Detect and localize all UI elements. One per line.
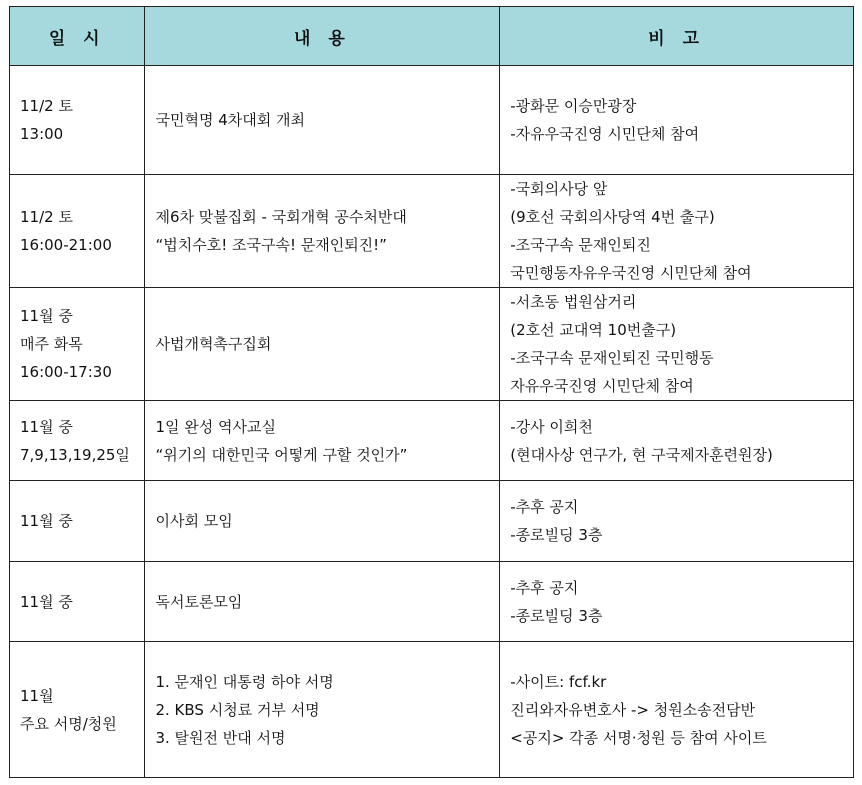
date-line: 16:00-17:30 (20, 363, 112, 381)
note-cell (500, 481, 854, 562)
note-line: -추후 공지 (510, 498, 579, 516)
note-line: -추후 공지 (510, 578, 579, 597)
table-row (10, 288, 854, 401)
note-line: 진리와자유변호사 -> 청원소송전담반 (510, 700, 756, 719)
note-line: -서초동 법원삼거리 (510, 293, 637, 311)
header-content: 내 용 (145, 7, 500, 66)
note-cell (500, 401, 854, 481)
content-cell (145, 562, 500, 642)
note-line: <공지> 각종 서명·청원 등 참여 사이트 (510, 728, 767, 747)
note-cell (500, 66, 854, 175)
table-row (10, 642, 854, 778)
content-line: 2. KBS 시청료 거부 서명 (155, 700, 320, 719)
table-row (10, 401, 854, 481)
header-date: 일 시 (10, 7, 145, 66)
note-line: -조국구속 문재인퇴진 국민행동 (510, 349, 714, 367)
date-cell (10, 642, 145, 778)
content-cell (145, 66, 500, 175)
note-line: -종로빌딩 3층 (510, 606, 603, 625)
table-row (10, 562, 854, 642)
date-line: 11/2 토 (20, 208, 73, 226)
content-line: 독서토론모임 (155, 592, 243, 611)
date-line: 13:00 (20, 125, 64, 143)
content-line: “법치수호! 조국구속! 문재인퇴진!” (155, 236, 387, 254)
note-line: -자유우국진영 시민단체 참여 (510, 125, 700, 143)
date-cell (10, 288, 145, 401)
content-cell (145, 481, 500, 562)
content-line: 1일 완성 역사교실 (155, 417, 276, 436)
date-line: 주요 서명/청원 (20, 714, 117, 733)
content-line: 사법개혁촉구집회 (155, 335, 272, 353)
date-cell (10, 401, 145, 481)
date-line: 11월 중 (20, 592, 73, 611)
content-line: 국민혁명 4차대회 개최 (155, 111, 305, 129)
note-line: -종로빌딩 3층 (510, 526, 603, 544)
date-line: 16:00-21:00 (20, 236, 112, 254)
content-cell (145, 175, 500, 288)
table-row (10, 66, 854, 175)
note-line: (2호선 교대역 10번출구) (510, 321, 677, 339)
note-cell (500, 288, 854, 401)
note-line: 국민행동자유우국진영 시민단체 참여 (510, 264, 752, 282)
note-line: -광화문 이승만광장 (510, 97, 637, 115)
date-cell (10, 175, 145, 288)
date-cell (10, 481, 145, 562)
note-line: -강사 이희천 (510, 417, 593, 436)
note-line: (9호선 국회의사당역 4번 출구) (510, 208, 715, 226)
note-line: 자유우국진영 시민단체 참여 (510, 377, 694, 395)
note-cell (500, 562, 854, 642)
table-row (10, 481, 854, 562)
content-line: “위기의 대한민국 어떻게 구할 것인가” (155, 445, 408, 464)
date-line: 11월 중 (20, 417, 73, 436)
table-row (10, 175, 854, 288)
date-line: 11월 중 (20, 512, 73, 530)
note-line: -사이트: fcf.kr (510, 672, 607, 691)
note-line: -국회의사당 앞 (510, 180, 608, 198)
content-cell (145, 401, 500, 481)
content-line: 1. 문재인 대통령 하야 서명 (155, 672, 334, 691)
date-line: 11/2 토 (20, 97, 73, 115)
date-cell (10, 562, 145, 642)
header-row (10, 7, 854, 66)
note-line: (현대사상 연구가, 현 구국제자훈련원장) (510, 445, 773, 464)
date-line: 11월 (20, 686, 54, 705)
date-line: 매주 화목 (20, 335, 83, 353)
note-line: -조국구속 문재인퇴진 (510, 236, 651, 254)
content-cell (145, 288, 500, 401)
note-cell (500, 642, 854, 778)
date-line: 11월 중 (20, 307, 73, 325)
content-line: 이사회 모임 (155, 512, 233, 530)
note-cell (500, 175, 854, 288)
content-cell (145, 642, 500, 778)
date-cell (10, 66, 145, 175)
schedule-table (9, 6, 854, 778)
content-line: 제6차 맞불집회 - 국회개혁 공수처반대 (155, 208, 407, 226)
header-note: 비 고 (500, 7, 854, 66)
content-line: 3. 탈원전 반대 서명 (155, 728, 286, 747)
date-line: 7,9,13,19,25일 (20, 445, 130, 464)
